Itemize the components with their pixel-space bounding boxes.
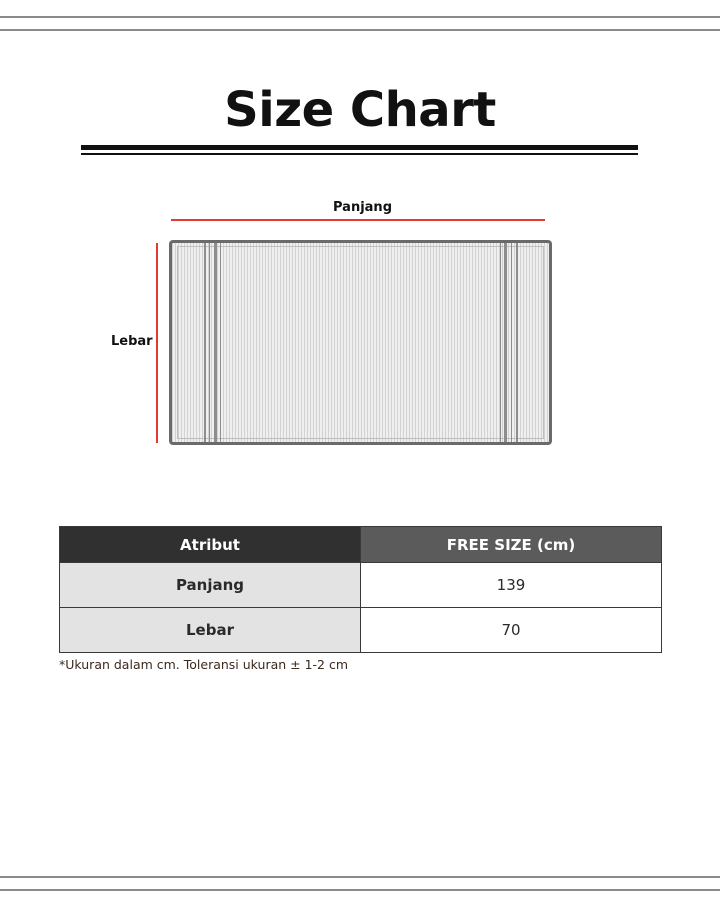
bottom-border-inner (0, 876, 720, 878)
width-label: Lebar (111, 334, 153, 349)
towel-stripe-right-4 (516, 243, 518, 442)
tolerance-note: *Ukuran dalam cm. Toleransi ukuran ± 1-2 cm (59, 657, 349, 672)
length-label: Panjang (333, 200, 392, 215)
table-row (60, 608, 662, 653)
table-header-row (60, 527, 662, 563)
header-free-size: FREE SIZE (cm) (361, 527, 662, 563)
size-table (59, 526, 662, 653)
bottom-border-outer (0, 889, 720, 891)
top-border-inner (0, 29, 720, 31)
top-border-outer (0, 16, 720, 18)
title-underline-thin (81, 153, 638, 155)
table-row (60, 563, 662, 608)
towel-illustration (169, 240, 552, 445)
title-underline-thick (81, 145, 638, 150)
towel-stripe-right-1 (500, 243, 501, 442)
towel-stripe-left-3 (214, 243, 217, 442)
header-attribute: Atribut (60, 527, 361, 563)
towel-stripe-right-3 (511, 243, 512, 442)
width-indicator (156, 243, 158, 443)
page-title: Size Chart (224, 82, 496, 138)
towel-hem (177, 246, 544, 439)
towel-stripe-right-2 (504, 243, 507, 442)
length-indicator (171, 219, 545, 221)
towel-stripe-left-1 (204, 243, 206, 442)
towel-stripe-left-4 (220, 243, 221, 442)
towel-stripe-left-2 (209, 243, 210, 442)
row-attribute: Panjang (60, 563, 361, 608)
row-attribute: Lebar (60, 608, 361, 653)
row-value: 70 (361, 608, 662, 653)
row-value: 139 (361, 563, 662, 608)
